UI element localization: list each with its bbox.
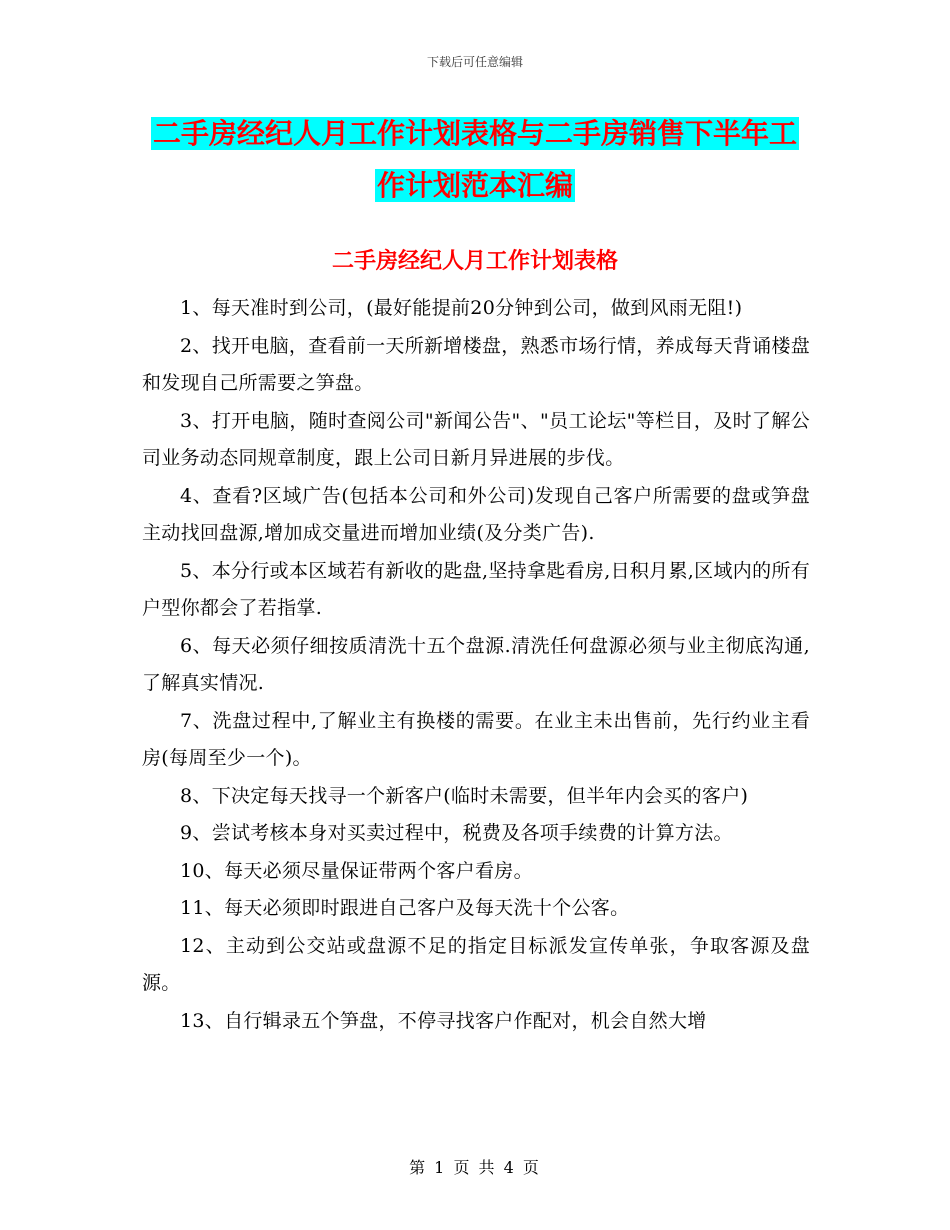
document-title-line-2: 作计划范本汇编 <box>376 169 573 202</box>
page-number-footer: 第 1 页 共 4 页 <box>409 1158 541 1177</box>
document-body <box>142 290 810 1040</box>
paragraph-5: 5、本分行或本区域若有新收的匙盘,坚持拿匙看房,日积月累,区域内的所有户型你都会了若指掌. <box>142 559 810 619</box>
paragraph-2: 2、找开电脑，查看前一天所新增楼盘，熟悉市场行情，养成每天背诵楼盘和发现自己所需要之笋盘。 <box>142 334 810 394</box>
document-title-line-1: 二手房经纪人月工作计划表格与二手房销售下半年工 <box>152 117 797 150</box>
paragraph-13: 13、自行辑录五个笋盘，不停寻找客户作配对，机会自然大增 <box>180 1009 707 1032</box>
paragraph-12: 12、主动到公交站或盘源不足的指定目标派发宣传单张，争取客源及盘源。 <box>142 934 810 994</box>
paragraph-3: 3、打开电脑，随时查阅公司"新闻公告"、"员工论坛"等栏目，及时了解公司业务动态同规章制度，跟上公司日新月异进展的步伐。 <box>142 409 810 469</box>
paragraph-11: 11、每天必须即时跟进自己客户及每天洗十个公客。 <box>180 897 630 919</box>
paragraph-4: 4、查看?区域广告(包括本公司和外公司)发现自己客户所需要的盘或笋盘主动找回盘源,增加成交量进而增加业绩(及分类广告). <box>142 484 810 544</box>
section-heading: 二手房经纪人月工作计划表格 <box>331 249 618 274</box>
header-note: 下载后可任意编辑 <box>426 55 523 69</box>
paragraph-8: 8、下决定每天找寻一个新客户(临时未需要，但半年内会买的客户) <box>180 784 749 807</box>
document-title <box>130 108 820 212</box>
paragraph-6: 6、每天必须仔细按质清洗十五个盘源.清洗任何盘源必须与业主彻底沟通,了解真实情况. <box>142 634 810 694</box>
paragraph-10: 10、每天必须尽量保证带两个客户看房。 <box>180 859 533 882</box>
paragraph-9: 9、尝试考核本身对买卖过程中，税费及各项手续费的计算方法。 <box>180 822 733 844</box>
paragraph-7: 7、洗盘过程中,了解业主有换楼的需要。在业主未出售前，先行约业主看房(每周至少一个)。 <box>142 709 810 769</box>
paragraph-1: 1、每天准时到公司，(最好能提前20分钟到公司，做到风雨无阻!) <box>180 297 743 319</box>
